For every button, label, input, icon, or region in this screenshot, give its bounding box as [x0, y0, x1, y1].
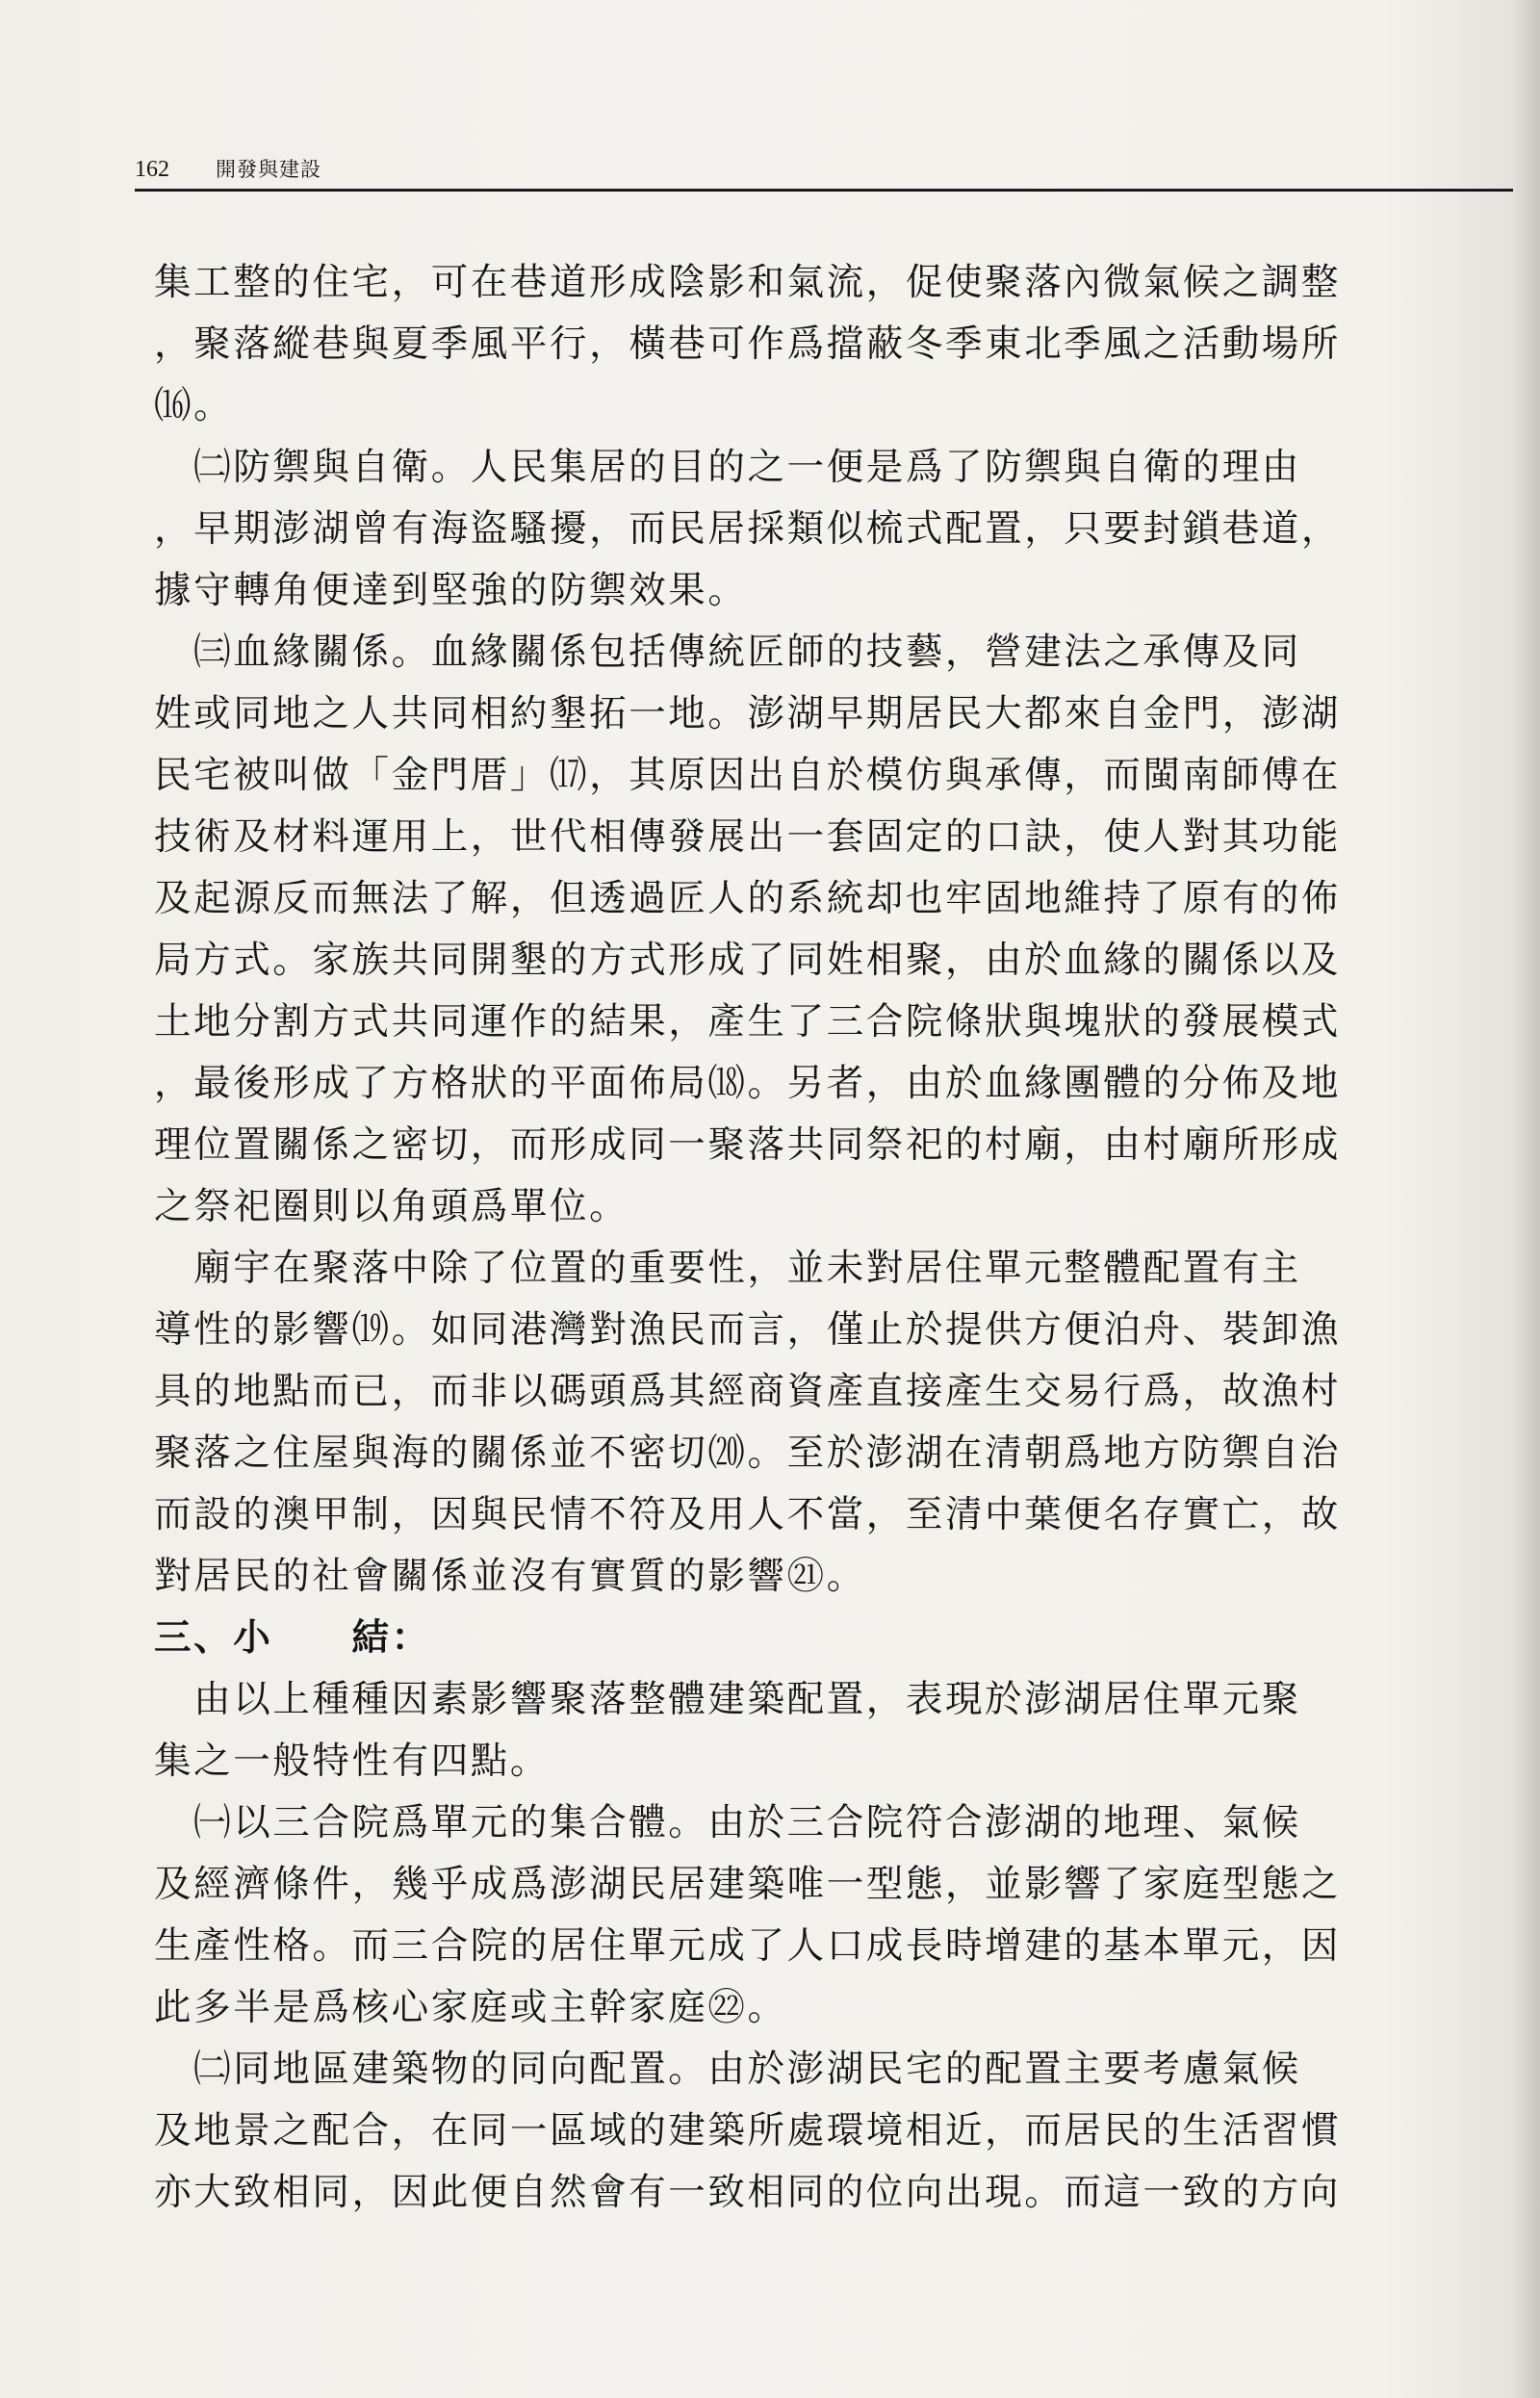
text-line: 由以上種種因素影響聚落整體建築配置，表現於澎湖居住單元聚 — [154, 1678, 1301, 1721]
text-line: ，最後形成了方格狀的平面佈局⒅。另者，由於血緣團體的分佈及地 — [154, 1062, 1342, 1105]
text-line: 集之一般特性有四點。 — [154, 1740, 551, 1783]
text-line: ㈡同地區建築物的同向配置。由於澎湖民宅的配置主要考慮氣候 — [154, 2048, 1301, 2091]
text-line: 民宅被叫做「金門厝」⒄，其原因出自於模仿與承傳，而閩南師傅在 — [154, 754, 1342, 797]
page-header — [135, 154, 1513, 192]
text-line: 及經濟條件，幾乎成爲澎湖民居建築唯一型態，並影響了家庭型態之 — [154, 1863, 1342, 1906]
body-text — [154, 252, 1516, 2224]
text-line: 之祭祀圈則以角頭爲單位。 — [154, 1185, 629, 1228]
text-line: 土地分割方式共同運作的結果，產生了三合院條狀與塊狀的發展模式 — [154, 1000, 1342, 1044]
text-line: 及起源反而無法了解，但透過匠人的系統却也牢固地維持了原有的佈 — [154, 877, 1342, 920]
text-line: ，聚落縱巷與夏季風平行，橫巷可作爲擋蔽冬季東北季風之活動場所 — [154, 322, 1342, 366]
text-line: 局方式。家族共同開墾的方式形成了同姓相聚，由於血緣的關係以及 — [154, 939, 1342, 982]
text-line: 理位置關係之密切，而形成同一聚落共同祭祀的村廟，由村廟所形成 — [154, 1123, 1342, 1167]
text-line: 聚落之住屋與海的關係並不密切⒇。至於澎湖在清朝爲地方防禦自治 — [154, 1431, 1342, 1475]
text-line: 具的地點而已，而非以碼頭爲其經商資產直接產生交易行爲，故漁村 — [154, 1370, 1342, 1413]
text-line: 對居民的社會關係並沒有實質的影響㉑。 — [154, 1555, 866, 1598]
text-line: ㈢血緣關係。血緣關係包括傳統匠師的技藝，營建法之承傳及同 — [154, 631, 1301, 674]
text-line: 此多半是爲核心家庭或主幹家庭㉒。 — [154, 1986, 787, 2029]
text-line: 導性的影響⒆。如同港灣對漁民而言，僅止於提供方便泊舟、裝卸漁 — [154, 1308, 1342, 1352]
text-line: ㈠以三合院爲單元的集合體。由於三合院符合澎湖的地理、氣候 — [154, 1801, 1301, 1844]
running-title: 開發與建設 — [216, 158, 321, 181]
text-line: 據守轉角便達到堅強的防禦效果。 — [154, 569, 748, 612]
text-line: 姓或同地之人共同相約墾拓一地。澎湖早期居民大都來自金門，澎湖 — [154, 692, 1342, 735]
text-line: 技術及材料運用上，世代相傳發展出一套固定的口訣，使人對其功能 — [154, 815, 1342, 859]
text-line: ⒃。 — [154, 384, 234, 427]
page-number: 162 — [135, 157, 169, 182]
text-line: 及地景之配合，在同一區域的建築所處環境相近，而居民的生活習慣 — [154, 2109, 1342, 2153]
text-line: ，早期澎湖曾有海盜騷擾，而民居採類似梳式配置，只要封鎖巷道， — [154, 507, 1342, 551]
text-line: ㈡防禦與自衛。人民集居的目的之一便是爲了防禦與自衛的理由 — [154, 446, 1301, 489]
text-line: 生產性格。而三合院的居住單元成了人口成長時增建的基本單元，因 — [154, 1924, 1342, 1968]
text-line: 集工整的住宅，可在巷道形成陰影和氣流，促使聚落內微氣候之調整 — [154, 261, 1342, 304]
text-line: 廟宇在聚落中除了位置的重要性，並未對居住單元整體配置有主 — [154, 1247, 1301, 1290]
text-line: 亦大致相同，因此便自然會有一致相同的位向出現。而這一致的方向 — [154, 2171, 1342, 2214]
text-line: 而設的澳甲制，因與民情不符及用人不當，至清中葉便名存實亡，故 — [154, 1493, 1342, 1536]
section-heading: 三、小 結： — [154, 1616, 431, 1660]
page-edge-shadow — [1511, 0, 1540, 2398]
